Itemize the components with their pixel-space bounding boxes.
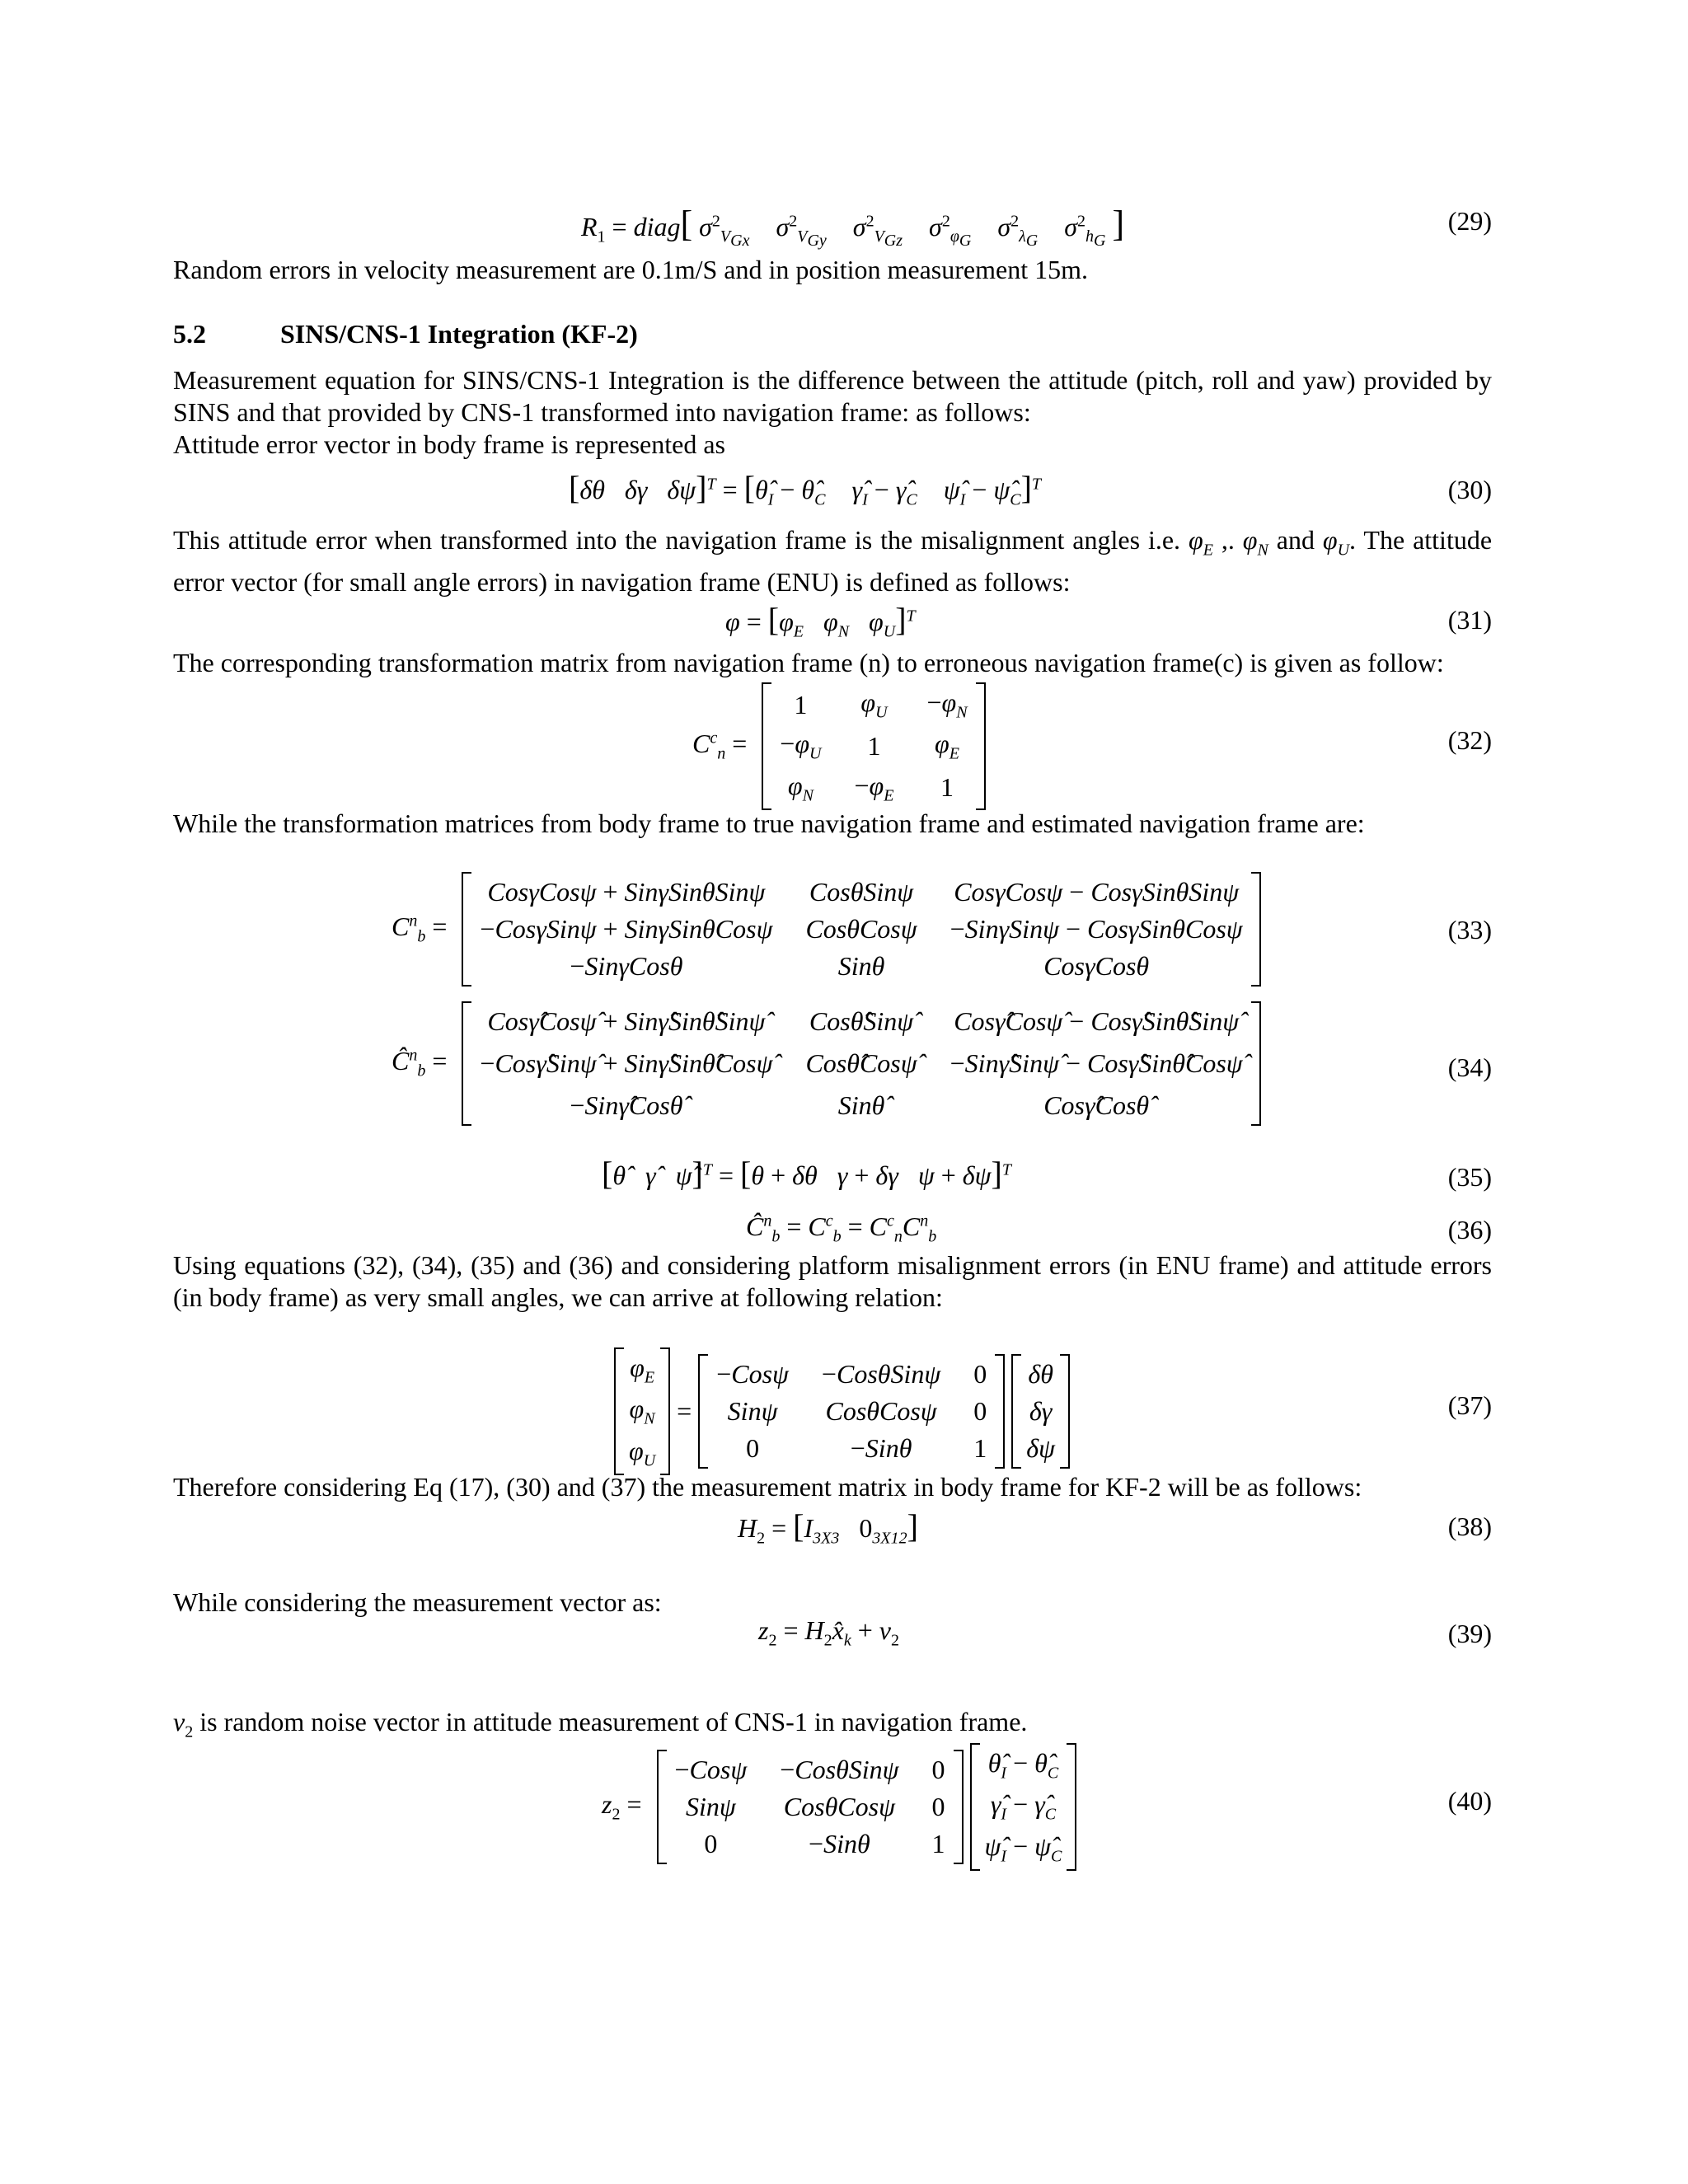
equation-40: $z_2$ = −Cosψ −CosθSinψ 0 Sinψ CosθCosψ 0 0 −Sinθ 1 $\thetâ_I$ − $\thetâ_C$ $\gammâ_I$ − $\gammâ_C$ $\psî_I$ − $\psî_C$ (602, 1743, 1076, 1871)
paragraph-using-equations: Using equations (32), (34), (35) and (36) and considering platform misalignment errors (in ENU frame) and attitude errors (in body frame) as very small angles, we can arrive at following relation: (173, 1250, 1492, 1312)
equation-number-32: (32) (1447, 725, 1492, 755)
equation-35-row (173, 1154, 1492, 1200)
equation-34-row (173, 1001, 1492, 1141)
equation-36-row (173, 1212, 1492, 1249)
equation-number-31: (31) (1447, 605, 1492, 635)
equation-number-37: (37) (1447, 1390, 1492, 1420)
equation-number-38: (38) (1447, 1511, 1492, 1541)
equation-35: [θ̂ γ̂ ψ̂]$^T$ = [θ + δθ γ + δγ ψ + δψ]$^T$ (602, 1155, 1011, 1192)
equation-32: $C^c_n$ = 1 $\varphi_U$ $-\varphi_N$ $-\varphi_U$ 1 $\varphi_E$ $\varphi_N$ $-\varphi_E$ 1 (692, 682, 986, 810)
equation-33-row (173, 872, 1492, 996)
equation-38: $H_2 = [I_{3X3}$ $0_{3X12}$] (738, 1507, 918, 1548)
misalignment-text-and: and (1276, 525, 1315, 555)
paragraph-measurement-equation: Measurement equation for SINS/CNS-1 Integration is the difference between the attitude (pitch, roll and yaw) provided by SINS and that provided by CNS-1 transformed into navigation frame: as follows: (173, 365, 1492, 427)
paragraph-transformation-matrix: The corresponding transformation matrix from navigation frame (n) to erroneous navigation frame(c) is given as follow: (173, 648, 1444, 677)
v2-text: is random noise vector in attitude measurement of CNS-1 in navigation frame. (199, 1707, 1028, 1736)
paragraph-body-frame: While the transformation matrices from body frame to true navigation frame and estimated navigation frame are: (173, 808, 1365, 838)
equation-number-35: (35) (1447, 1162, 1492, 1192)
paragraph-misalignment: This attitude error when transformed into the navigation frame is the misalignment angles i.e. $\varphi_E$ ,. $\varphi_N$ and $\varphi_U$. The attitude error vector (for small angle errors) in navigation frame (ENU) is defined as follows: (173, 525, 1493, 598)
equation-38-row (173, 1507, 1492, 1548)
paragraph-v2: $v_2$ is random noise vector in attitude measurement of CNS-1 in navigation frame. (173, 1707, 1028, 1741)
section-number: 5.2 (173, 319, 206, 349)
misalignment-text-a: This attitude error when transformed into the navigation frame is the misalignment angles i.e. (173, 525, 1181, 555)
equation-39-row (173, 1615, 1492, 1657)
equation-31-row (173, 600, 1492, 641)
equation-32-row (173, 682, 1492, 806)
paragraph-therefore: Therefore considering Eq (17), (30) and (37) the measurement matrix in body frame for KF-2 will be as follows: (173, 1472, 1362, 1502)
equation-37: $\varphi_E$ $\varphi_N$ $\varphi_U$ = −Cosψ −CosθSinψ 0 Sinψ CosθCosψ 0 0 −Sinθ 1 δθ δγ δψ (614, 1347, 1070, 1475)
equation-34: Ĉ$^n_b$ = Cosγ̂Cosψ̂ + Sinγ̂Sinθ̂Sinψ̂ Cosθ̂Sinψ̂ Cosγ̂Cosψ̂ − Cosγ̂Sinθ̂Sinψ̂ −Cosγ̂Sinψ̂ + Sinγ̂Sinθ̂Cosψ̂ Cosθ̂Cosψ̂ −Sinγ̂Sinψ̂ − Cosγ̂Sinθ̂Cosψ̂ −Sinγ̂Cosθ̂ Sinθ̂ Cosγ̂Cosθ̂ (392, 1001, 1261, 1126)
equation-29: $R_1$ = diag[ $\sigma^2_{V_{Gx}}$ $\sigma^2_{V_{Gy}}$ $\sigma^2_{V_{Gz}}$ $\sigma^2_{\varphi_G}$ $\sigma^2_{\lambda_G}$ $\sigma^2_{h_G}$ ] (581, 204, 1125, 251)
equation-31: $\varphi = [\varphi_E$ $\varphi_N$ $\varphi_U]^T$ (725, 601, 916, 641)
equation-30-row (173, 468, 1492, 514)
equation-number-39: (39) (1447, 1619, 1492, 1648)
equation-number-29: (29) (1447, 206, 1492, 236)
equation-number-30: (30) (1447, 475, 1492, 504)
equation-30: [δθ δγ $\delta\psi]^T = [\thetâ_I$ − $\thetâ_C$ $\gammâ_I$ − $\gammâ_C$ $\psî_I$ − $\psî_C]^T$ (569, 469, 1042, 509)
equation-number-40: (40) (1447, 1786, 1492, 1816)
section-heading (173, 319, 638, 349)
equation-36: Ĉ$^n_b$ = $C^c_b = C^c_nC^n_b$ (746, 1212, 937, 1246)
equation-number-36: (36) (1447, 1215, 1492, 1244)
misalignment-text-b: . The attitude error vector (for small angle errors) in navigation frame (ENU) is defined as follows: (173, 525, 1493, 598)
paragraph-attitude-error: Attitude error vector in body frame is represented as (173, 429, 725, 459)
equation-33: $C^n_b$ = CosγCosψ + SinγSinθSinψ CosθSinψ CosγCosψ − CosγSinθSinψ −CosγSinψ + SinγSinθCosψ CosθCosψ −SinγSinψ − CosγSinθCosψ −SinγCosθ Sinθ CosγCosθ (392, 872, 1261, 987)
paragraph-random-errors: Random errors in velocity measurement are 0.1m/S and in position measurement 15m. (173, 255, 1088, 284)
paragraph-while-considering: While considering the measurement vector as: (173, 1587, 662, 1617)
equation-40-row (173, 1743, 1492, 1867)
equation-29-row (173, 203, 1492, 251)
equation-number-33: (33) (1447, 915, 1492, 944)
equation-37-row (173, 1347, 1492, 1471)
section-title: SINS/CNS-1 Integration (KF-2) (280, 319, 638, 349)
equation-number-34: (34) (1447, 1052, 1492, 1082)
equation-39: $z_2$ = $H_2x̂_k + v_2$ (758, 1615, 899, 1650)
